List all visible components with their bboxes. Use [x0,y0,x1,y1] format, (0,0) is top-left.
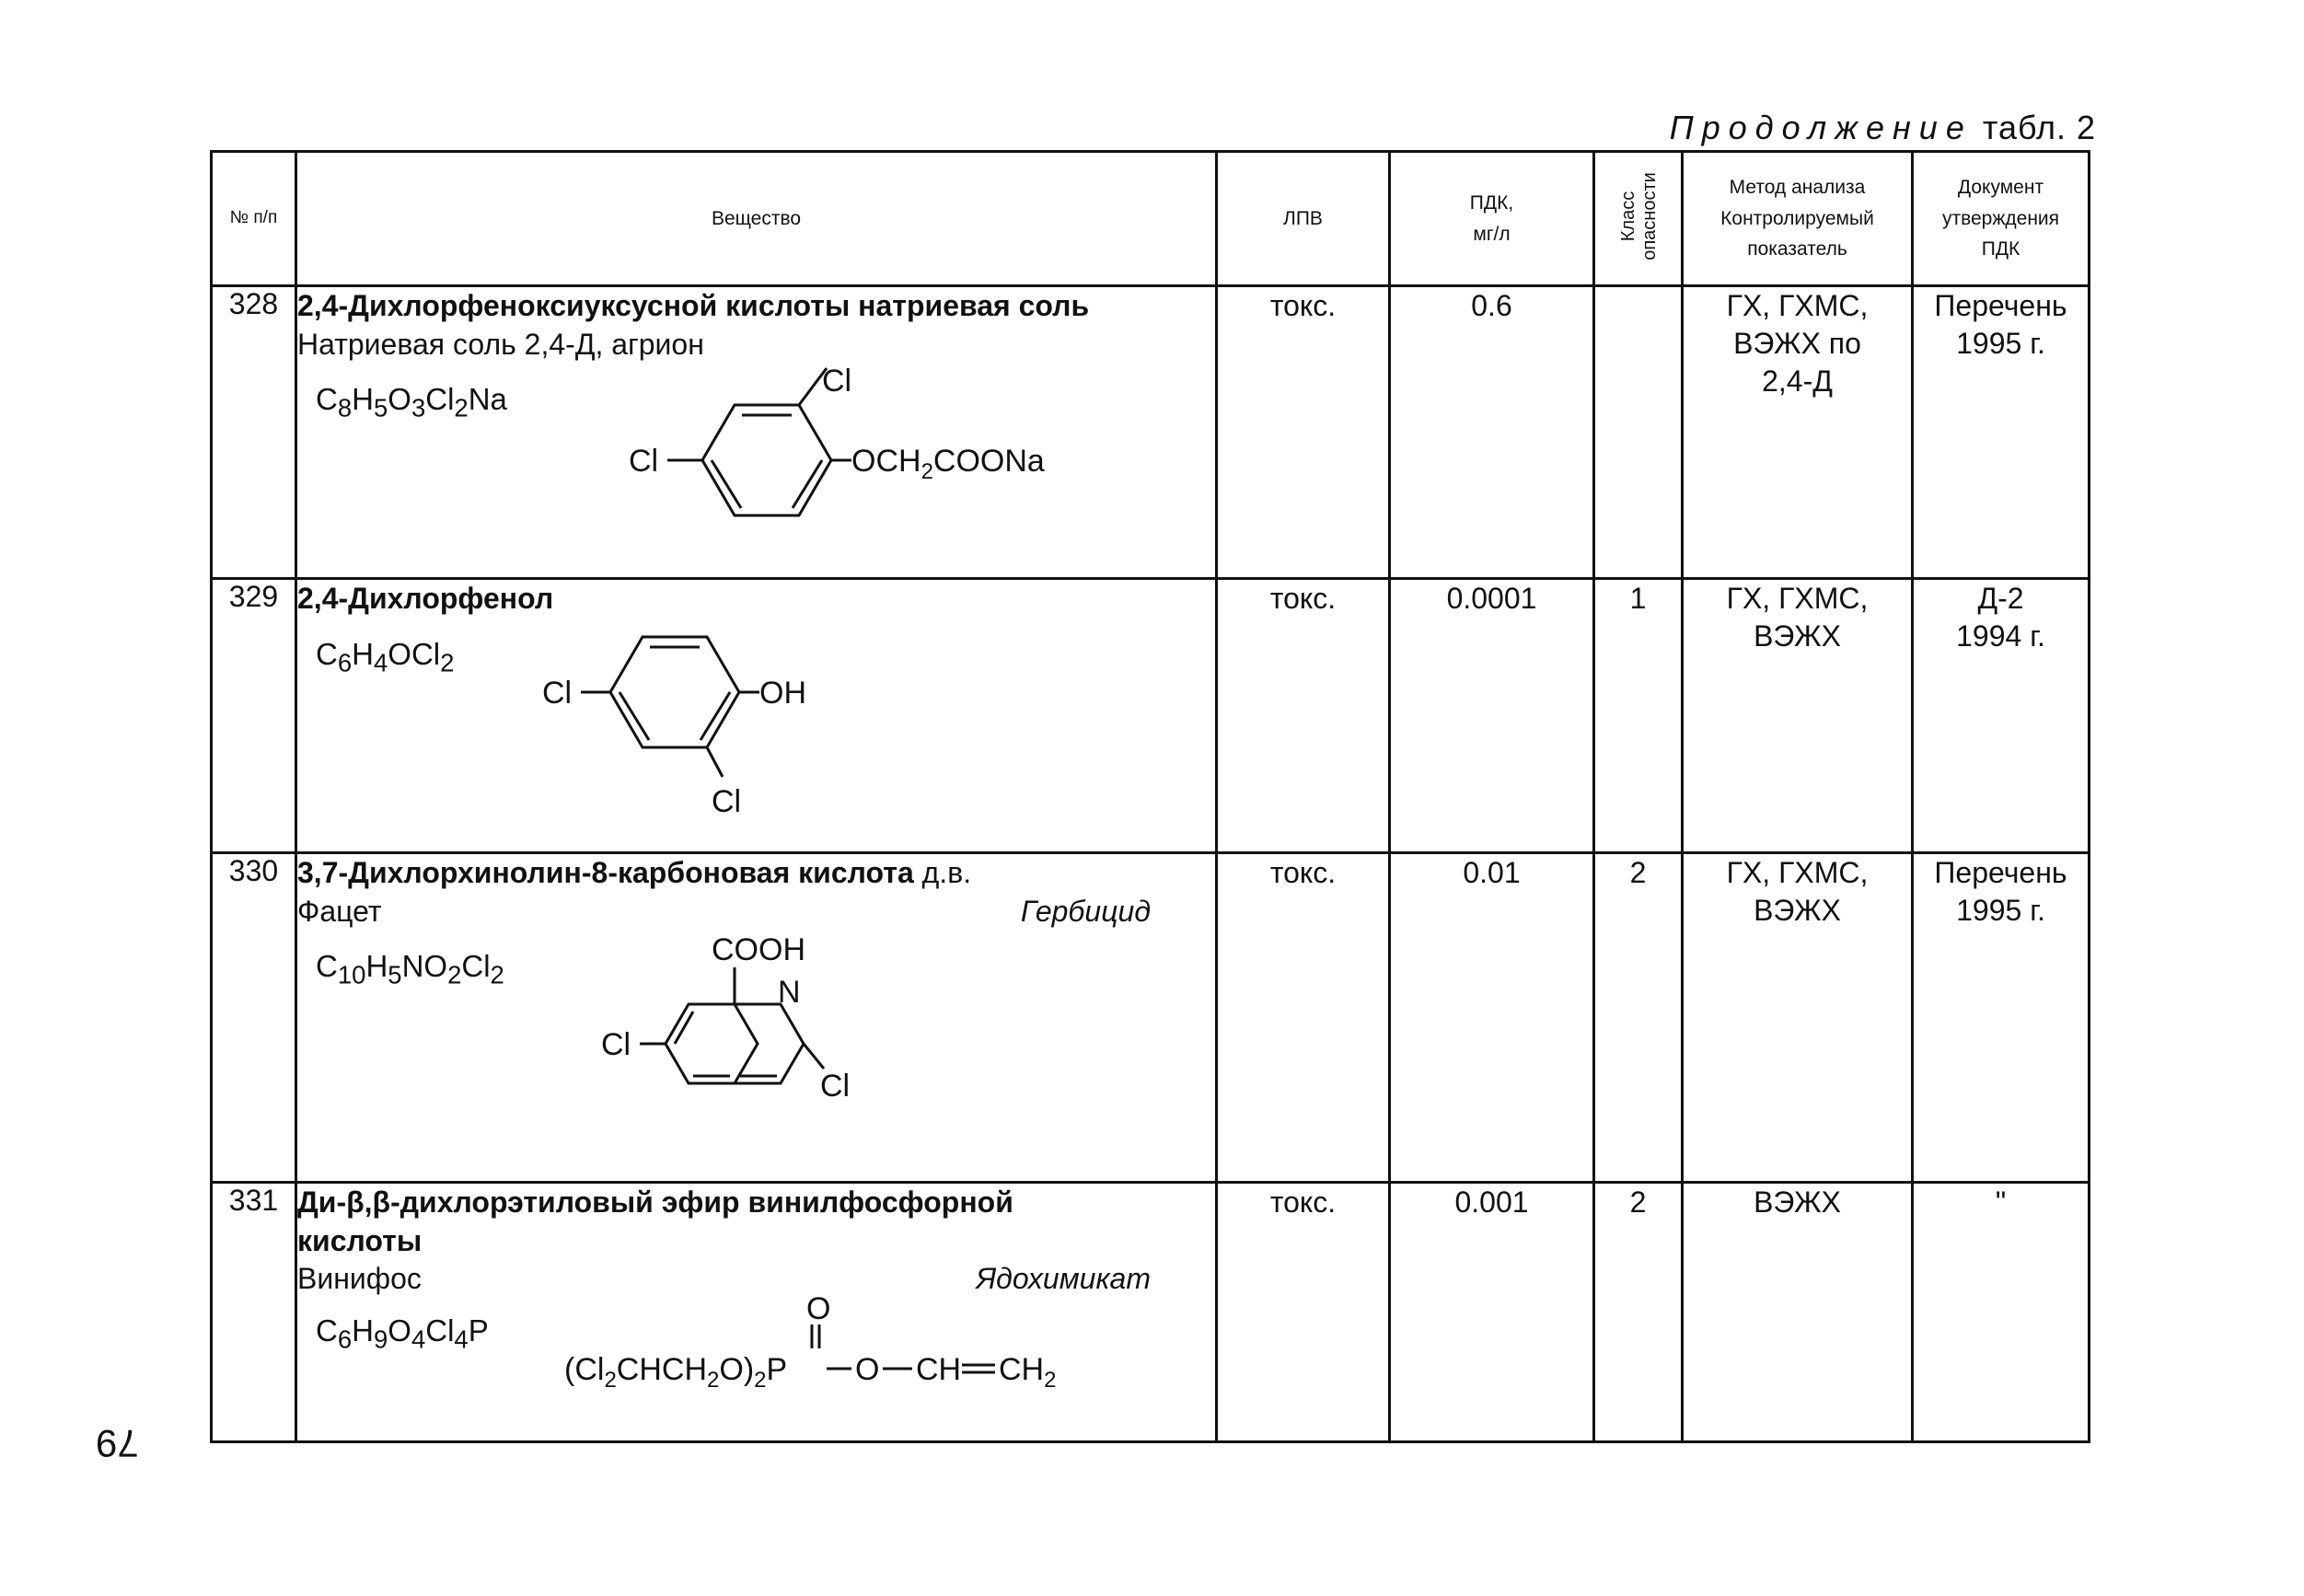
substance-name: 2,4-Дихлорфеноксиуксусной кислоты натриевая соль [297,289,1090,322]
substances-table [210,150,2090,1443]
document-cell: Перечень 1995 г. [1913,286,2090,579]
row-number: 330 [212,853,296,1183]
header-pdk [1390,152,1594,286]
header-method-line3: показатель [1747,238,1847,260]
benzene-ring [702,405,831,515]
struct-cl-left: Cl [542,675,573,711]
header-klass-line2: опасности [1638,172,1660,260]
row-number: 331 [212,1183,296,1442]
substance-cell [296,853,1217,1183]
table-caption [1670,109,2096,147]
pdk-cell: 0.001 [1390,1183,1594,1442]
header-klass [1594,152,1683,286]
molecular-formula: $C_6H_9O_4Cl_4P$ [316,1313,489,1354]
struct-cl-bottom: Cl [712,783,742,819]
struct-oh: OH [759,675,806,711]
struct-cl-top: Cl [822,364,852,399]
substance-category: Ядохимикат [976,1262,1151,1296]
substance-synonyms: Фацет [297,894,382,928]
method-cell: ВЭЖХ [1683,1183,1913,1442]
header-method [1683,152,1913,286]
pdk-cell: 0.0001 [1390,579,1594,853]
substance-category: Гербицид [1020,894,1151,928]
substance-name-suffix: д.в. [913,856,972,889]
header-klass-line1: Класс [1617,191,1638,242]
caption-table-ref: табл. 2 [1982,109,2096,146]
benzene-ring [610,637,739,747]
ring-double-bond [675,1012,693,1044]
header-doc-line1: Документ [1957,177,2044,199]
struct-cl-right: Cl [820,1069,851,1104]
molecular-formula: $C_{10}H_5NO_2Cl_2$ [316,949,504,989]
bond-cl-bottom [707,747,723,777]
substance-name: 3,7-Дихлорхинолин-8-карбоновая кислота [297,856,914,889]
structure-diagram [573,931,1089,1161]
method-cell: ГХ, ГХМС, ВЭЖХ [1683,579,1913,853]
header-row [212,152,2090,286]
substance-synonyms: Натриевая соль 2,4-Д, агрион [297,327,704,361]
row-number: 328 [212,286,296,579]
bond-cl-right [804,1044,824,1069]
quinoline-left-ring [666,1004,758,1083]
lpv-cell: токс. [1217,853,1390,1183]
method-cell: ГХ, ГХМС, ВЭЖХ по 2,4-Д [1683,286,1913,579]
document-cell: Д-2 1994 г. [1913,579,2090,853]
klass-cell [1594,286,1683,579]
table-row [212,579,2090,853]
structure-diagram [518,619,905,839]
method-cell: ГХ, ГХМС, ВЭЖХ [1683,853,1913,1183]
struct-o: O [806,1290,831,1326]
struct-cooh: COOH [712,932,805,968]
klass-cell: 1 [1594,579,1683,853]
structure-diagram [564,1291,1153,1387]
struct-n: N [778,975,801,1011]
substance-cell [296,579,1217,853]
header-pdk-line2: мг/л [1473,223,1511,245]
substance-name: 2,4-Дихлорфенол [297,582,554,615]
klass-cell: 2 [1594,1183,1683,1442]
header-document [1913,152,2090,286]
pdk-cell: 0.01 [1390,853,1594,1183]
table-row [212,853,2090,1183]
header-doc-line3: ПДК [1981,238,2020,260]
header-substance: Вещество [296,152,1217,286]
header-klass-rotated [1618,172,1661,260]
caption-continuation: Продолжение [1669,109,1973,146]
header-doc-line2: утверждения [1941,207,2060,229]
klass-cell: 2 [1594,853,1683,1183]
header-method-line2: Контролируемый [1720,207,1874,229]
struct-o-chain: O [855,1351,880,1387]
header-num: № п/п [212,152,296,286]
struct-ch: CH [916,1351,962,1387]
substance-name-line2: кислоты [297,1223,423,1257]
document-cell: " [1913,1183,2090,1442]
structure-diagram [601,364,1080,557]
quinoline-right-ring [735,1004,804,1083]
document-cell: Перечень 1995 г. [1913,853,2090,1183]
lpv-cell: токс. [1217,579,1390,853]
header-lpv: ЛПВ [1217,152,1390,286]
row-number: 329 [212,579,296,853]
molecular-formula: $C_6H_4OCl_2$ [316,636,455,677]
substance-cell [296,286,1217,579]
lpv-cell: токс. [1217,1183,1390,1442]
struct-cl-left: Cl [601,1027,631,1063]
struct-chain-left: $(Cl_2CHCH_2O)_2P$ [564,1351,788,1387]
molecular-formula: $C_8H_5O_3Cl_2Na$ [316,382,507,422]
table-row [212,1183,2090,1442]
page-number: 79 [96,1422,139,1465]
header-method-line1: Метод анализа [1729,177,1866,199]
substance-cell [296,1183,1217,1442]
table-row [212,286,2090,579]
substance-synonyms: Винифос [297,1262,422,1296]
struct-group: $OCH_2COONa$ [851,444,1045,485]
pdk-cell: 0.6 [1390,286,1594,579]
struct-cl-left: Cl [629,444,659,480]
header-pdk-line1: ПДК, [1469,191,1514,214]
struct-ch2: $CH_2$ [999,1351,1057,1387]
substance-name-line1: Ди-β,β-дихлорэтиловый эфир винилфосфорной [297,1185,1013,1219]
synonym-line [297,893,1215,931]
lpv-cell: токс. [1217,286,1390,579]
substance-name-line [297,854,1215,893]
